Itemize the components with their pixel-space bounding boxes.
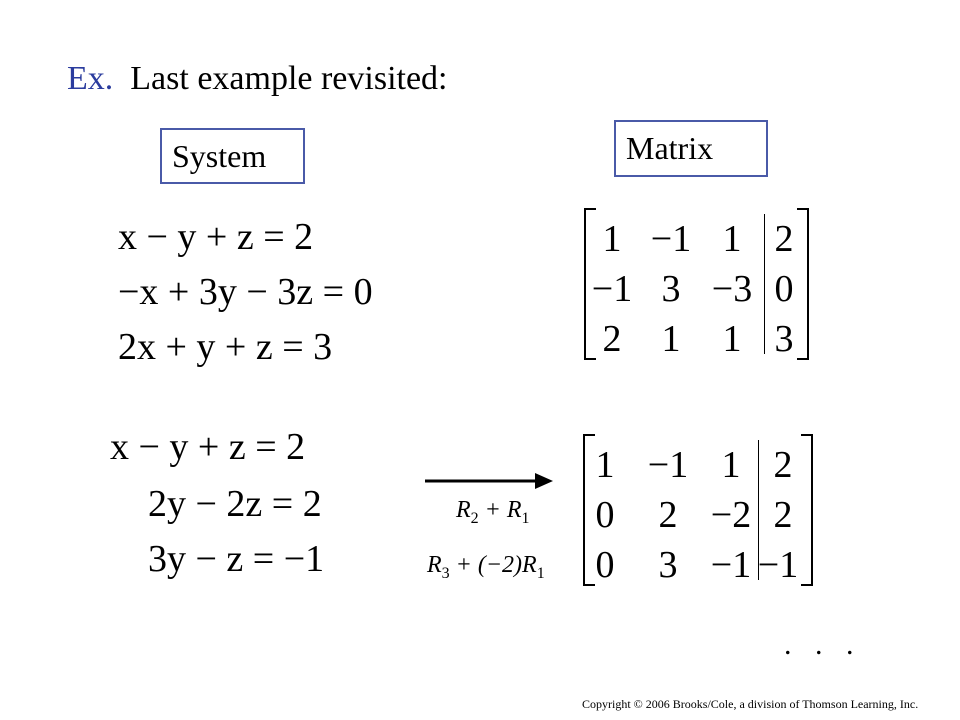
example-prefix: Ex. [67,60,114,97]
matrix1-cell: −1 [591,268,633,310]
matrix2-cell: 0 [595,544,615,586]
continuation-ellipsis: . . . [784,628,862,661]
matrix1-cell: 3 [661,268,681,310]
matrix1-cell: 1 [722,318,742,360]
matrix2-cell: −1 [647,444,689,486]
matrix2-cell: 1 [595,444,615,486]
system2-equation-2: 2y − 2z = 2 [148,483,322,525]
system-label-box [160,128,305,184]
matrix2-cell: −2 [710,494,752,536]
matrix1-cell: 2 [602,318,622,360]
system1-equation-3: 2x + y + z = 3 [118,326,333,368]
matrix1-cell: 3 [774,318,794,360]
matrix1-cell: 2 [774,218,794,260]
row-operation-1: $R_2 + R_1$ [456,497,530,527]
right-arrow-icon [425,472,553,490]
matrix-label: Matrix [626,130,714,166]
matrix-label-box [614,120,768,177]
augmented-matrix-1 [584,208,809,360]
matrix1-cell: 0 [774,268,794,310]
matrix1-cell: 1 [722,218,742,260]
system1-equation-2: −x + 3y − 3z = 0 [118,271,373,313]
augmented-matrix-2 [583,434,813,586]
matrix1-cell: 1 [602,218,622,260]
system2-equation-1: x − y + z = 2 [110,426,306,468]
system2-equation-3: 3y − z = −1 [148,538,325,580]
system-label: System [172,137,267,174]
matrix2-cell: −1 [757,544,799,586]
copyright-notice: Copyright © 2006 Brooks/Cole, a division of Thomson Learning, Inc. [582,697,919,711]
slide-title [67,60,448,98]
matrix2-cell: 3 [658,544,678,586]
matrix2-cell: 1 [721,444,741,486]
matrix1-cell: 1 [661,318,681,360]
row-operation-2: $R_3 + (-2)R_1$ [427,552,545,582]
matrix2-cell: 2 [773,444,793,486]
matrix2-cell: 2 [658,494,678,536]
matrix1-cell: −3 [711,268,753,310]
system1-equation-1: x − y + z = 2 [118,216,314,258]
title-text: Last example revisited: [130,60,448,97]
matrix2-cell: 0 [595,494,615,536]
matrix2-cell: −1 [710,544,752,586]
matrix2-cell: 2 [773,494,793,536]
matrix1-cell: −1 [650,218,692,260]
